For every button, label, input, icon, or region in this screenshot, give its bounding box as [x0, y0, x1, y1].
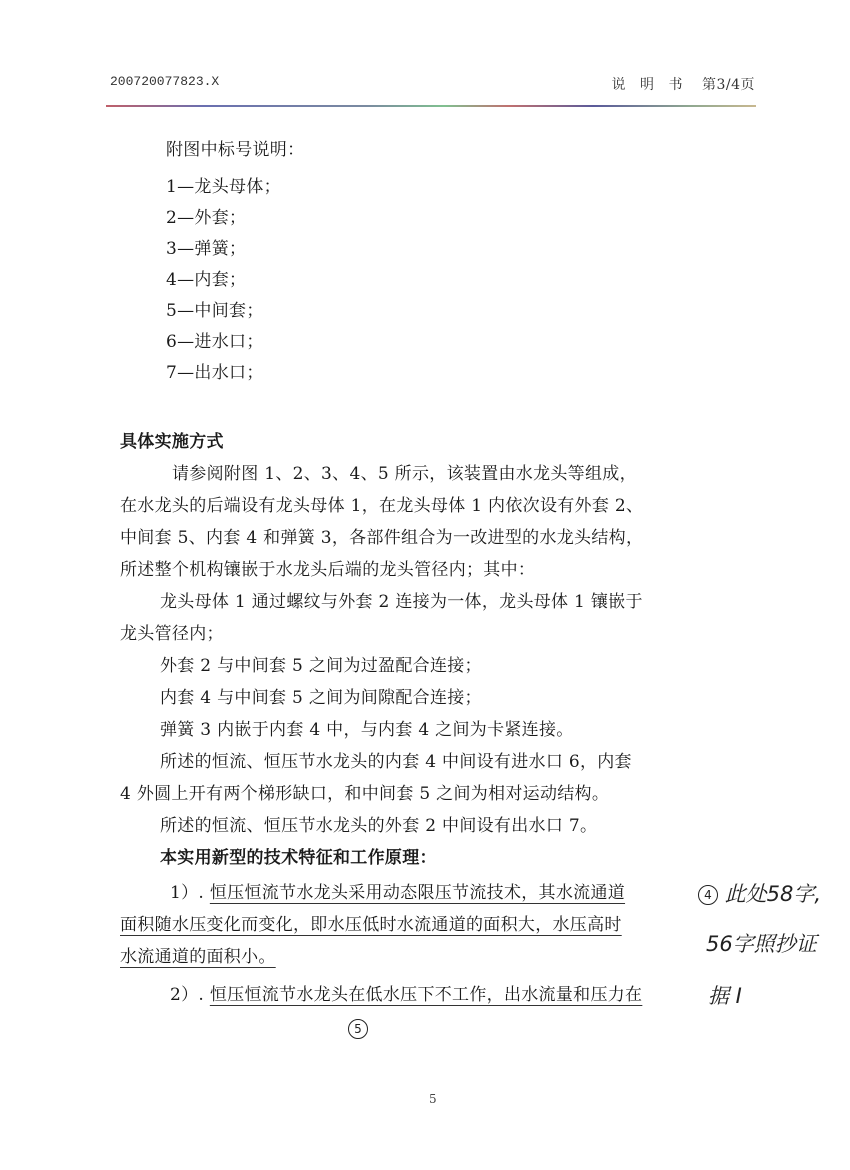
item-number: 1）. — [170, 883, 205, 903]
paragraph-line: 所述整个机构镶嵌于水龙头后端的龙头管径内；其中： — [120, 560, 536, 580]
paragraph-line: 弹簧 3 内嵌于内套 4 中，与内套 4 之间为卡紧连接。 — [160, 720, 574, 740]
doc-type-char: 明 — [640, 77, 655, 93]
legend-title: 附图中标号说明： — [166, 140, 305, 160]
paragraph-line: 外套 2 与中间套 5 之间为过盈配合连接； — [160, 656, 482, 676]
legend-item: 3—弹簧； — [166, 239, 247, 259]
header-divider — [106, 105, 756, 107]
doc-type-and-page — [612, 74, 755, 94]
section-heading: 具体实施方式 — [120, 432, 224, 452]
paragraph-line: 内套 4 与中间套 5 之间为间隙配合连接； — [160, 688, 482, 708]
paragraph-line: 龙头管径内； — [120, 624, 224, 644]
legend-item: 7—出水口； — [166, 363, 264, 383]
underlined-text: 恒压恒流节水龙头在低水压下不工作，出水流量和压力在 — [209, 985, 643, 1005]
handwritten-note-4-cont: 56字照抄证 — [706, 932, 817, 956]
paragraph-line: 面积随水压变化而变化，即水压低时水流通道的面积大，水压高时 — [120, 915, 622, 935]
doc-type — [612, 77, 702, 93]
item-number: 2）. — [170, 985, 205, 1005]
legend-item: 1—龙头母体； — [166, 177, 281, 197]
handwritten-note-5 — [348, 1016, 368, 1040]
underlined-text: 恒压恒流节水龙头采用动态限压节流技术，其水流通道 — [209, 883, 626, 903]
doc-type-char: 书 — [668, 77, 684, 93]
paragraph-line: 请参阅附图 1、2、3、4、5 所示，该装置由水龙头等组成， — [172, 464, 637, 484]
document-id: 200720077823.X — [110, 74, 220, 89]
legend-item: 5—中间套； — [166, 301, 264, 321]
page-label: 第3/4页 — [701, 77, 755, 93]
paragraph-line: 所述的恒流、恒压节水龙头的内套 4 中间设有进水口 6，内套 — [160, 752, 632, 772]
page-header — [110, 74, 755, 96]
principle-item-2 — [170, 980, 642, 1005]
principle-heading: 本实用新型的技术特征和工作原理： — [160, 848, 437, 868]
circled-number-icon: 5 — [348, 1019, 368, 1039]
paragraph-line: 在水龙头的后端设有龙头母体 1，在龙头母体 1 内依次设有外套 2、 — [120, 496, 644, 516]
circled-number-icon: 4 — [698, 885, 718, 905]
handwritten-note-4 — [698, 878, 821, 908]
page-number: 5 — [429, 1092, 437, 1106]
legend-item: 4—内套； — [166, 270, 247, 290]
handwritten-text: 此处58字, — [724, 882, 822, 906]
principle-item-1 — [170, 878, 625, 903]
paragraph-line: 所述的恒流、恒压节水龙头的外套 2 中间设有出水口 7。 — [160, 816, 598, 836]
paragraph-line: 中间套 5、内套 4 和弹簧 3，各部件组合为一改进型的水龙头结构， — [120, 528, 644, 548]
legend-item: 2—外套； — [166, 208, 247, 228]
doc-type-char: 说 — [611, 77, 627, 93]
paragraph-line: 4 外圆上开有两个梯形缺口，和中间套 5 之间为相对运动结构。 — [120, 784, 610, 804]
paragraph-line: 水流通道的面积小。 — [120, 947, 276, 967]
legend-item: 6—进水口； — [166, 332, 264, 352]
paragraph-line: 龙头母体 1 通过螺纹与外套 2 连接为一体，龙头母体 1 镶嵌于 — [160, 592, 643, 612]
handwritten-note-end: 据 I — [708, 984, 742, 1008]
